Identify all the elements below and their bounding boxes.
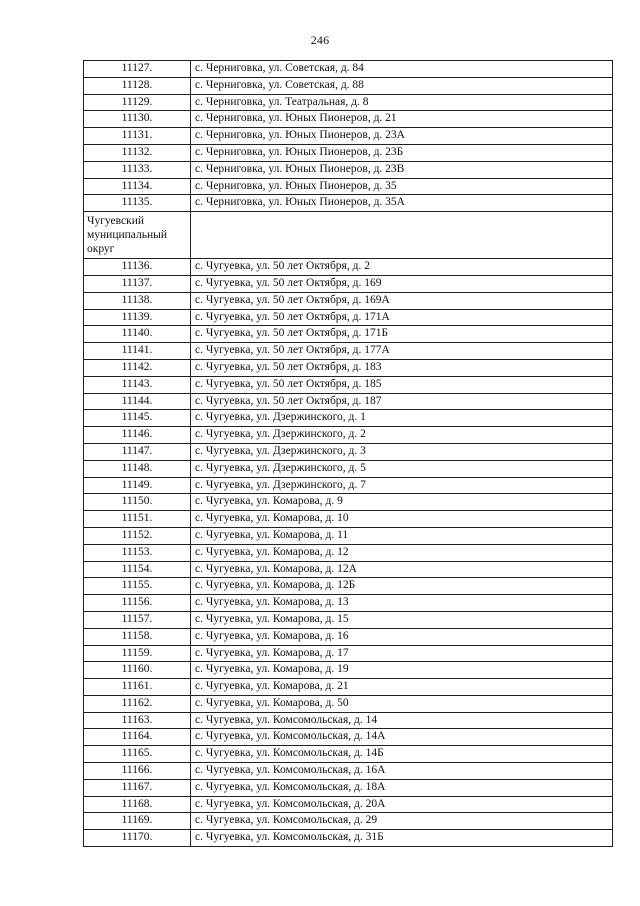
row-number-cell: 11134. [84,178,191,195]
address-cell: с. Чугуевка, ул. Комарова, д. 10 [191,511,613,528]
row-number-cell: 11130. [84,111,191,128]
table-row [84,746,613,763]
address-cell: с. Чугуевка, ул. Комарова, д. 12 [191,544,613,561]
row-number-cell: 11129. [84,94,191,111]
row-number-cell: 11157. [84,611,191,628]
table-row [84,628,613,645]
row-number-cell: 11156. [84,595,191,612]
table-row [84,161,613,178]
section-title-line: муниципальный [87,229,168,242]
table-row [84,813,613,830]
address-cell: с. Чугуевка, ул. 50 лет Октября, д. 183 [191,359,613,376]
section-empty-cell [191,212,613,259]
address-cell: с. Чугуевка, ул. 50 лет Октября, д. 169 [191,275,613,292]
row-number-cell: 11138. [84,292,191,309]
address-cell: с. Чугуевка, ул. Комсомольская, д. 14Б [191,746,613,763]
table-row [84,460,613,477]
table-body-before-section [84,61,613,212]
address-cell: с. Черниговка, ул. Юных Пионеров, д. 23А [191,128,613,145]
address-cell: с. Чугуевка, ул. Комарова, д. 16 [191,628,613,645]
table-row [84,393,613,410]
table-row [84,779,613,796]
address-cell: с. Чугуевка, ул. Дзержинского, д. 3 [191,443,613,460]
table-row [84,712,613,729]
section-title-line: Чугуевский [87,215,145,228]
table-row [84,77,613,94]
section-title-cell [84,212,191,259]
row-number-cell: 11148. [84,460,191,477]
table-row [84,679,613,696]
row-number-cell: 11166. [84,763,191,780]
row-number-cell: 11136. [84,259,191,276]
row-number-cell: 11152. [84,527,191,544]
table-row [84,830,613,847]
table-row [84,94,613,111]
table-row [84,61,613,78]
row-number-cell: 11170. [84,830,191,847]
table-row [84,611,613,628]
table-body-after-section [84,259,613,847]
table-row [84,326,613,343]
table-row [84,443,613,460]
address-cell: с. Чугуевка, ул. Комсомольская, д. 31Б [191,830,613,847]
table-row [84,729,613,746]
address-cell: с. Черниговка, ул. Театральная, д. 8 [191,94,613,111]
address-cell: с. Чугуевка, ул. Дзержинского, д. 5 [191,460,613,477]
table-row [84,410,613,427]
page-number: 246 [310,33,330,47]
address-cell: с. Чугуевка, ул. Дзержинского, д. 1 [191,410,613,427]
address-cell: с. Чугуевка, ул. 50 лет Октября, д. 185 [191,376,613,393]
table-row [84,111,613,128]
row-number-cell: 11160. [84,662,191,679]
address-cell: с. Черниговка, ул. Юных Пионеров, д. 23В [191,161,613,178]
table-row [84,645,613,662]
address-cell: с. Чугуевка, ул. 50 лет Октября, д. 171А [191,309,613,326]
row-number-cell: 11149. [84,477,191,494]
row-number-cell: 11142. [84,359,191,376]
row-number-cell: 11151. [84,511,191,528]
table-row [84,763,613,780]
table-row [84,796,613,813]
table-section [84,212,613,259]
row-number-cell: 11163. [84,712,191,729]
table-row [84,359,613,376]
row-number-cell: 11159. [84,645,191,662]
address-cell: с. Чугуевка, ул. Комсомольская, д. 14А [191,729,613,746]
table-row [84,477,613,494]
table-row [84,662,613,679]
row-number-cell: 11146. [84,427,191,444]
row-number-cell: 11143. [84,376,191,393]
address-cell: с. Чугуевка, ул. 50 лет Октября, д. 171Б [191,326,613,343]
row-number-cell: 11168. [84,796,191,813]
address-cell: с. Чугуевка, ул. Комарова, д. 12А [191,561,613,578]
address-cell: с. Черниговка, ул. Юных Пионеров, д. 23Б [191,144,613,161]
row-number-cell: 11165. [84,746,191,763]
row-number-cell: 11132. [84,144,191,161]
address-cell: с. Чугуевка, ул. Комарова, д. 9 [191,494,613,511]
table-row [84,259,613,276]
address-cell: с. Чугуевка, ул. Комсомольская, д. 20А [191,796,613,813]
row-number-cell: 11128. [84,77,191,94]
address-cell: с. Черниговка, ул. Юных Пионеров, д. 35 [191,178,613,195]
row-number-cell: 11131. [84,128,191,145]
address-cell: с. Чугуевка, ул. 50 лет Октября, д. 177А [191,343,613,360]
table-row [84,695,613,712]
table-row [84,511,613,528]
table-row [84,144,613,161]
row-number-cell: 11161. [84,679,191,696]
row-number-cell: 11154. [84,561,191,578]
table-row [84,178,613,195]
row-number-cell: 11127. [84,61,191,78]
address-cell: с. Чугуевка, ул. Комсомольская, д. 29 [191,813,613,830]
table-row [84,427,613,444]
row-number-cell: 11141. [84,343,191,360]
table-row [84,595,613,612]
row-number-cell: 11162. [84,695,191,712]
address-cell: с. Чугуевка, ул. Комарова, д. 11 [191,527,613,544]
address-cell: с. Чугуевка, ул. Комарова, д. 12Б [191,578,613,595]
row-number-cell: 11137. [84,275,191,292]
row-number-cell: 11158. [84,628,191,645]
address-cell: с. Чугуевка, ул. Комсомольская, д. 16А [191,763,613,780]
address-cell: с. Черниговка, ул. Советская, д. 88 [191,77,613,94]
table-row [84,561,613,578]
row-number-cell: 11139. [84,309,191,326]
address-cell: с. Чугуевка, ул. Комарова, д. 13 [191,595,613,612]
address-cell: с. Чугуевка, ул. Комарова, д. 19 [191,662,613,679]
table-row [84,544,613,561]
row-number-cell: 11164. [84,729,191,746]
section-title-line: округ [87,243,115,256]
address-cell: с. Черниговка, ул. Юных Пионеров, д. 21 [191,111,613,128]
row-number-cell: 11167. [84,779,191,796]
table-row [84,292,613,309]
address-cell: с. Черниговка, ул. Советская, д. 84 [191,61,613,78]
table-row [84,195,613,212]
section-row [84,212,613,259]
row-number-cell: 11147. [84,443,191,460]
address-cell: с. Чугуевка, ул. Комарова, д. 21 [191,679,613,696]
row-number-cell: 11169. [84,813,191,830]
address-cell: с. Чугуевка, ул. Комарова, д. 15 [191,611,613,628]
table-row [84,527,613,544]
row-number-cell: 11155. [84,578,191,595]
address-cell: с. Черниговка, ул. Юных Пионеров, д. 35А [191,195,613,212]
address-cell: с. Чугуевка, ул. 50 лет Октября, д. 187 [191,393,613,410]
row-number-cell: 11150. [84,494,191,511]
address-table [83,60,613,847]
address-cell: с. Чугуевка, ул. Комарова, д. 50 [191,695,613,712]
address-cell: с. Чугуевка, ул. 50 лет Октября, д. 2 [191,259,613,276]
table-row [84,275,613,292]
row-number-cell: 11135. [84,195,191,212]
row-number-cell: 11145. [84,410,191,427]
address-cell: с. Чугуевка, ул. Комсомольская, д. 14 [191,712,613,729]
row-number-cell: 11153. [84,544,191,561]
table-row [84,578,613,595]
row-number-cell: 11133. [84,161,191,178]
table-row [84,128,613,145]
address-cell: с. Чугуевка, ул. Дзержинского, д. 7 [191,477,613,494]
table-row [84,376,613,393]
table-row [84,343,613,360]
address-cell: с. Чугуевка, ул. Комсомольская, д. 18А [191,779,613,796]
row-number-cell: 11144. [84,393,191,410]
address-cell: с. Чугуевка, ул. 50 лет Октября, д. 169А [191,292,613,309]
table-row [84,309,613,326]
table-row [84,494,613,511]
address-cell: с. Чугуевка, ул. Дзержинского, д. 2 [191,427,613,444]
address-cell: с. Чугуевка, ул. Комарова, д. 17 [191,645,613,662]
row-number-cell: 11140. [84,326,191,343]
